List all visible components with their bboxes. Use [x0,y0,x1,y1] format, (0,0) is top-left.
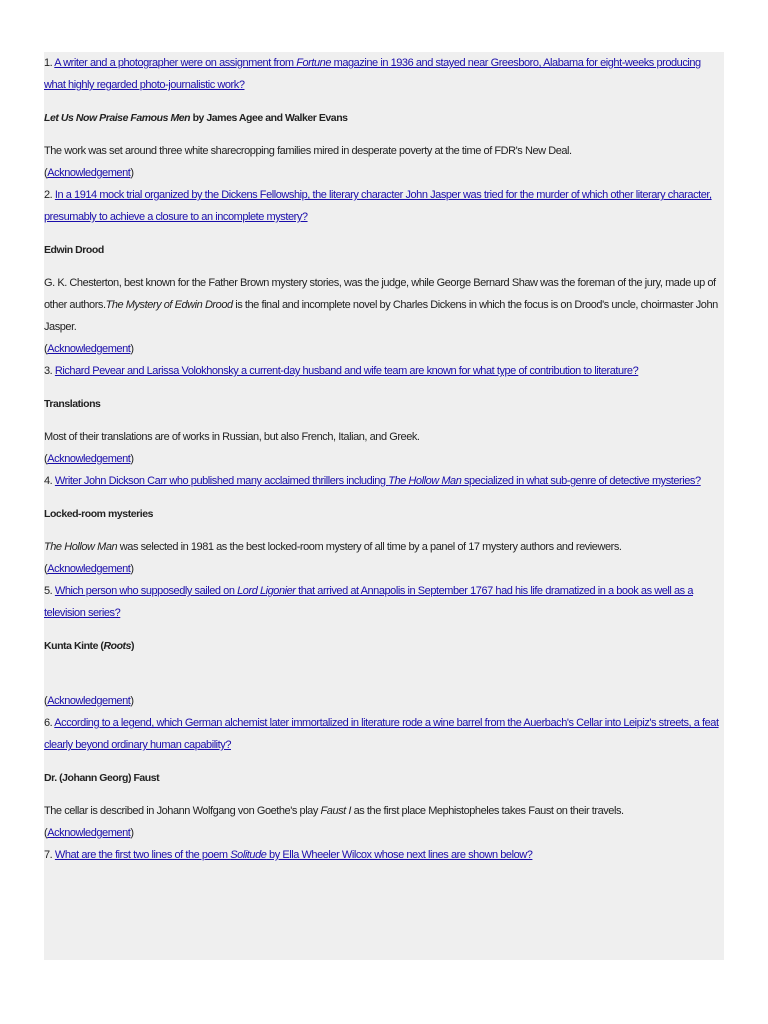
text-segment: Edwin Drood [44,244,104,256]
text-segment: Richard Pevear and Larissa Volokhonsky a current-day husband and wife team are known for what type of contribution to literature? [54,365,639,377]
text-segment: as the first place Mephistopheles takes Faust on their travels. [351,805,624,817]
question [44,844,724,866]
question-number: 2. [44,189,53,201]
question [44,52,724,96]
italic-title: Let Us Now Praise Famous Men [44,112,191,124]
question-link[interactable] [55,849,533,861]
text-segment: In a 1914 mock trial organized by the Dickens Fellowship, the literary character John Jasper was tried for the murder of which other literary character, presumably to achieve a closure to an incomplete mystery? [44,189,712,223]
question-link[interactable] [55,475,701,487]
acknowledgement-link[interactable]: Acknowledgement [47,563,131,575]
answer [44,503,724,525]
text-segment: Locked-room mysteries [44,508,154,520]
question-number: 7. [44,849,53,861]
text-segment: The work was set around three white sharecropping families mired in desperate poverty at the time of FDR's New Deal. [44,145,572,157]
italic-title: The Hollow Man [388,475,462,487]
text-segment: by James Agee and Walker Evans [190,112,348,124]
text-segment: that arrived at Annapolis in September 1767 had his life dramatized in a book as well as a television series? [44,585,693,619]
italic-title: Fortune [296,57,332,69]
text-segment: Dr. (Johann Georg) Faust [44,772,160,784]
question-number: 4. [44,475,53,487]
text-segment: Most of their translations are of works in Russian, but also French, Italian, and Greek. [44,431,420,443]
answer [44,239,724,261]
acknowledgement: (Acknowledgement) [44,563,134,575]
text-segment: magazine in 1936 and stayed near Greesboro, Alabama for eight-weeks producing what highly regarded photo-journalistic work? [44,57,701,91]
text-segment: The cellar is described in Johann Wolfgang von Goethe's play [44,805,321,817]
question [44,184,724,228]
acknowledgement-link[interactable]: Acknowledgement [47,827,131,839]
explanation [44,536,724,558]
text-segment: specialized in what sub-genre of detective mysteries? [461,475,701,487]
text-segment: Kunta Kinte ( [44,640,104,652]
question-link[interactable] [44,57,701,91]
question-number: 3. [44,365,53,377]
question [44,470,724,492]
explanation [44,272,724,338]
text-segment: Which person who supposedly sailed on [54,585,238,597]
text-segment: G. K. Chesterton, best known for the Father Brown mystery stories, was the judge, while George Bernard Shaw was the foreman of the jury, made up of other authors. [44,277,716,311]
italic-title: Faust I [320,805,351,817]
acknowledgement: (Acknowledgement) [44,453,134,465]
italic-title: The Hollow Man [44,541,118,553]
answer [44,393,724,415]
explanation [44,800,724,822]
text-segment: was selected in 1981 as the best locked-room mystery of all time by a panel of 17 mystery authors and reviewers. [117,541,622,553]
acknowledgement-link[interactable]: Acknowledgement [47,167,131,179]
italic-title: Solitude [230,849,267,861]
text-segment: According to a legend, which German alchemist later immortalized in literature rode a wine barrel from the Auerbach's Cellar into Leipiz's streets, a feat clearly beyond ordinary human capability? [44,717,719,751]
acknowledgement: (Acknowledgement) [44,343,134,355]
question [44,580,724,624]
explanation [44,140,724,162]
question [44,712,724,756]
text-segment: What are the first two lines of the poem [54,849,231,861]
italic-title: The Mystery of Edwin Drood [105,299,233,311]
question-number: 6. [44,717,53,729]
acknowledgement-link[interactable]: Acknowledgement [47,695,131,707]
italic-title: Roots [103,640,131,652]
italic-title: Lord Ligonier [237,585,296,597]
acknowledgement: (Acknowledgement) [44,167,134,179]
question-link[interactable] [44,717,719,751]
text-segment: ) [130,640,135,652]
question-number: 1. [44,57,53,69]
text-segment: Translations [44,398,101,410]
question-link[interactable] [55,365,638,377]
explanation-empty [44,668,724,690]
text-segment: Writer John Dickson Carr who published many acclaimed thrillers including [54,475,389,487]
explanation [44,426,724,448]
text-segment: is the final and incomplete novel by Charles Dickens in which the focus is on Drood's uncle, choirmaster John Jasper. [44,299,718,333]
answer [44,635,724,657]
acknowledgement-link[interactable]: Acknowledgement [47,453,131,465]
question-number: 5. [44,585,53,597]
answer [44,107,724,129]
acknowledgement-link[interactable]: Acknowledgement [47,343,131,355]
text-segment: by Ella Wheeler Wilcox whose next lines are shown below? [266,849,533,861]
question-link[interactable] [44,189,712,223]
answer [44,767,724,789]
acknowledgement: (Acknowledgement) [44,827,134,839]
acknowledgement: (Acknowledgement) [44,695,134,707]
question-link[interactable] [44,585,693,619]
text-segment: A writer and a photographer were on assignment from [54,57,297,69]
quiz-content [44,52,724,960]
question [44,360,724,382]
